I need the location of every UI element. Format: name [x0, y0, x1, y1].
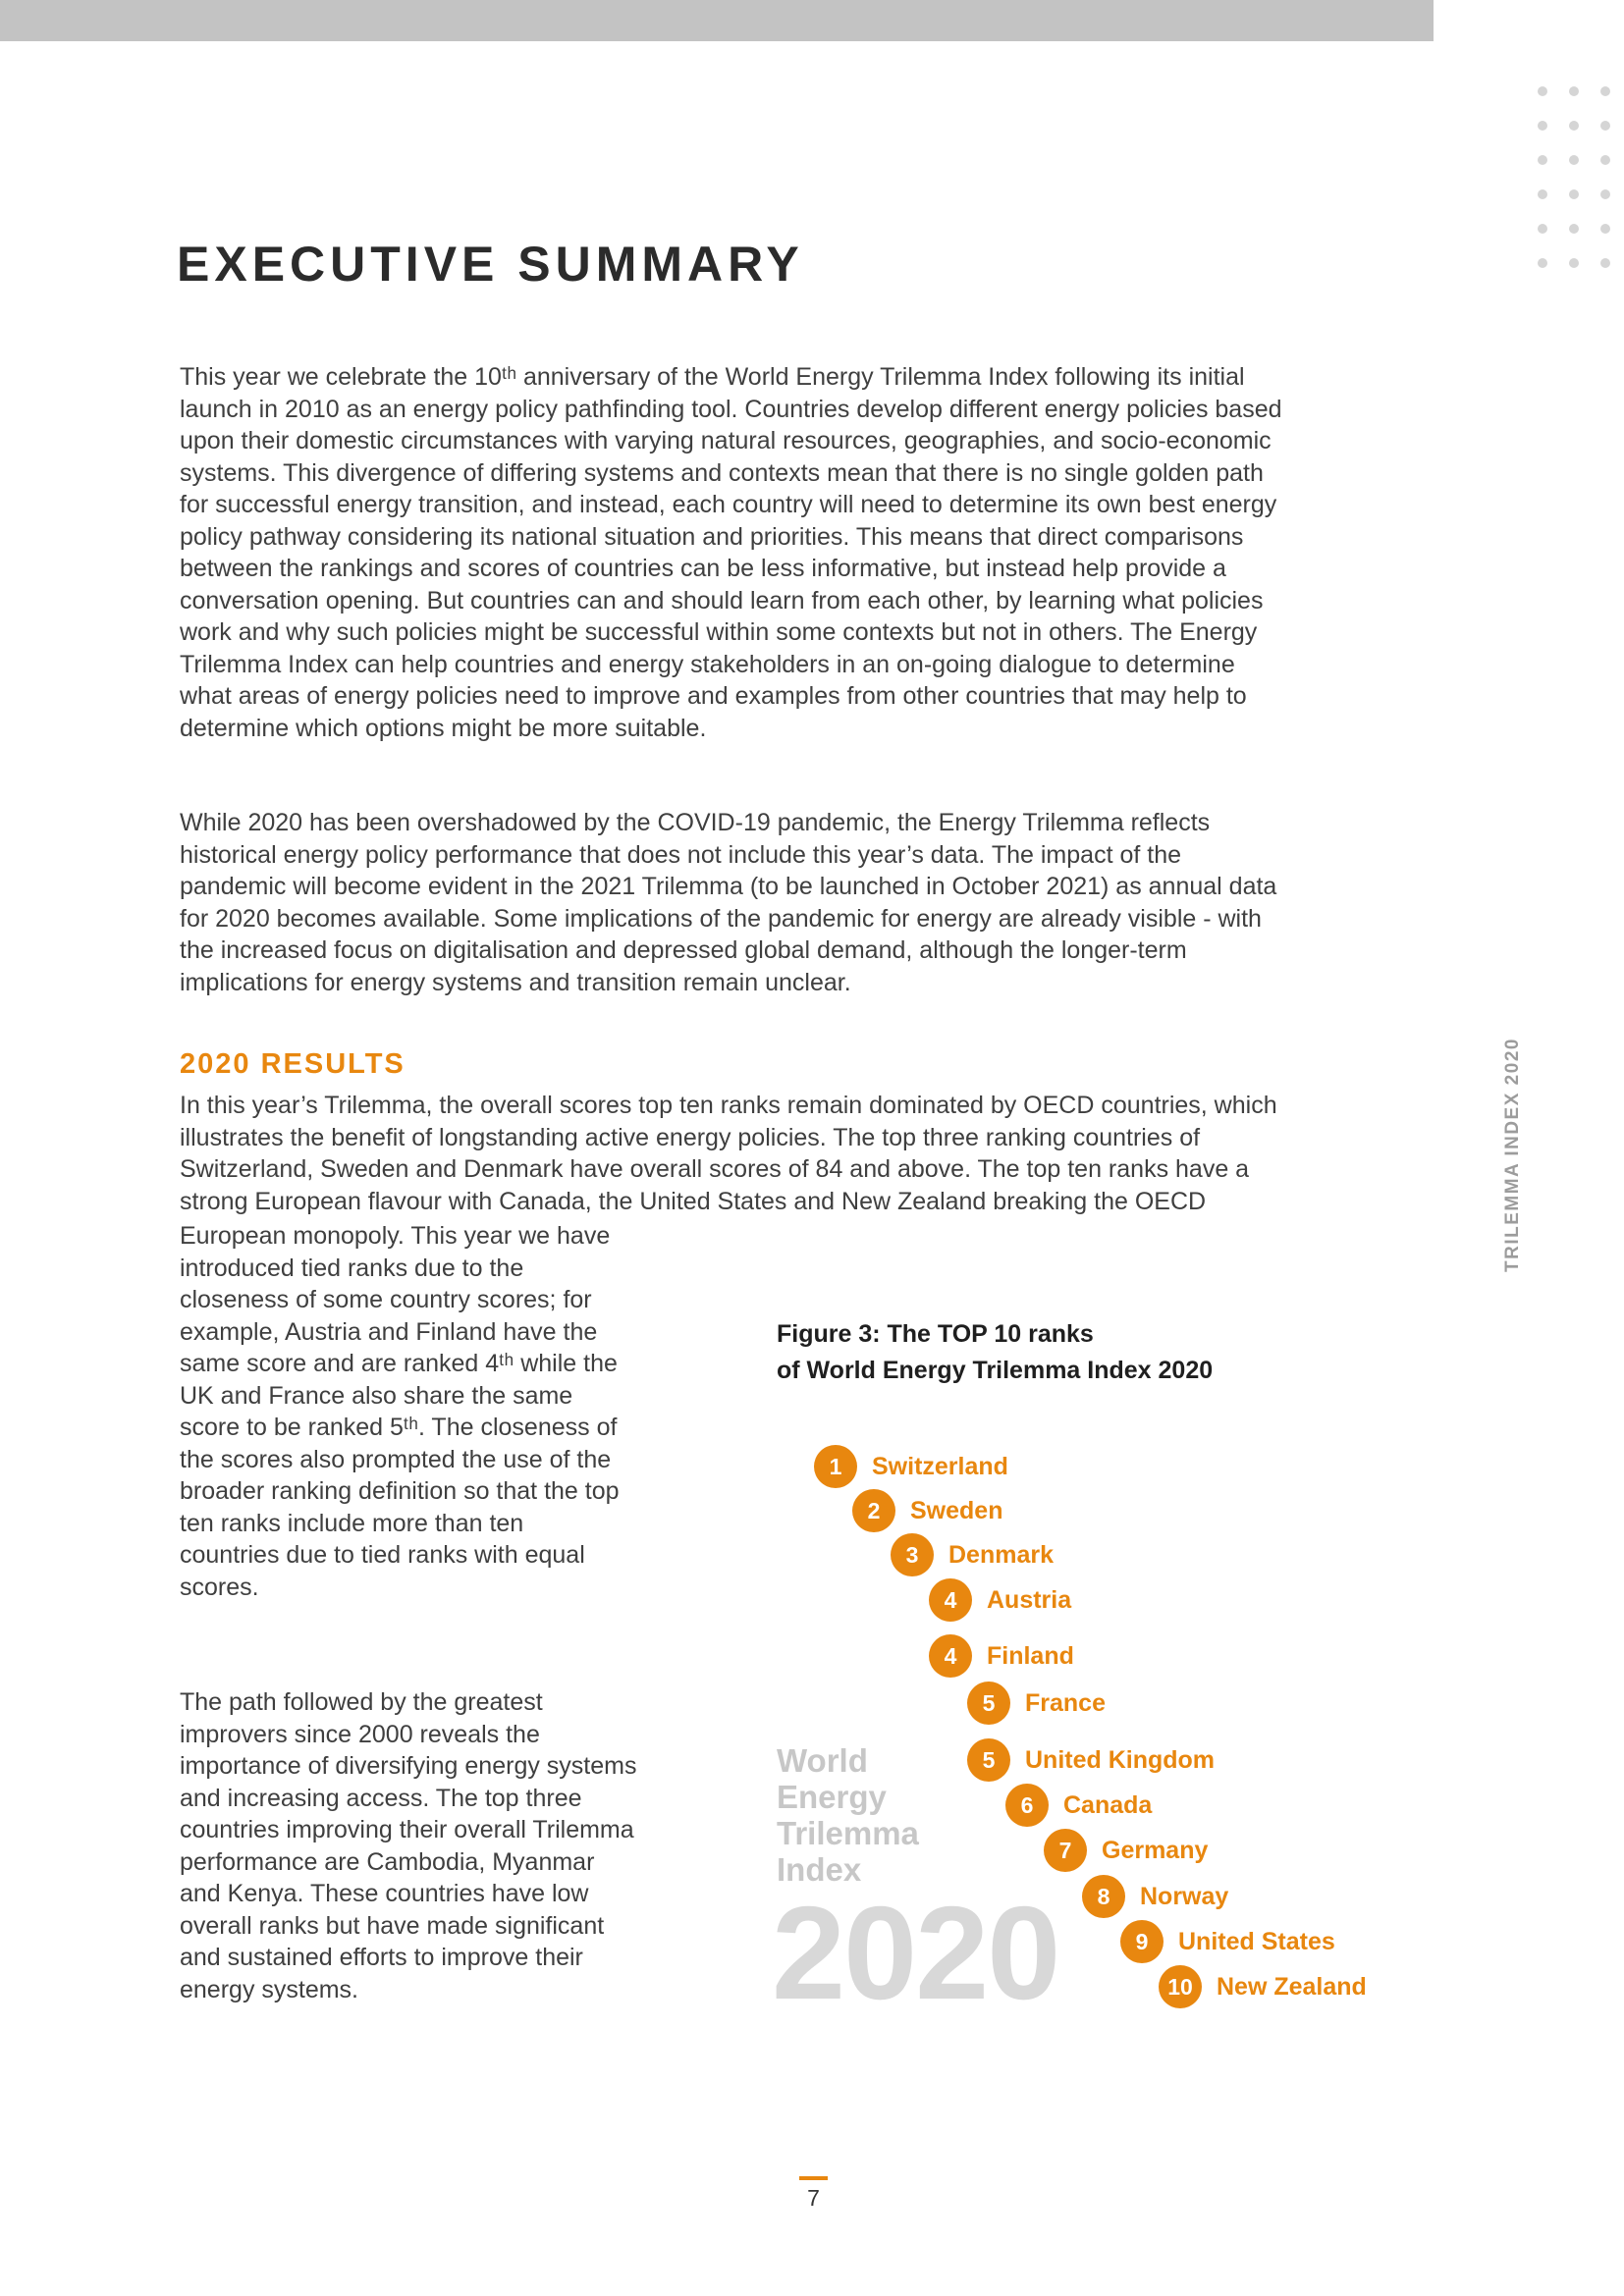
- rank-badge: 8: [1082, 1875, 1125, 1918]
- dot-icon: [1538, 121, 1547, 131]
- rank-country-label: Switzerland: [872, 1453, 1008, 1480]
- intro-paragraph-2: While 2020 has been overshadowed by the COVID-19 pandemic, the Energy Trilemma reflects historical energy policy performance that does not include this year’s data. The impact of the pandemic will become evident in the 2021 Trilemma (to be launched in October 2021) as annual data for 2020 becomes available. Some implications of the pandemic for energy are already visible - with the increased focus on digitalisation and depressed global demand, although the longer-term implications for energy systems and transition remain unclear.: [180, 809, 1277, 996]
- rank-country-label: United States: [1178, 1928, 1335, 1955]
- dot-icon: [1569, 224, 1579, 234]
- side-vertical-label: TRILEMMA INDEX 2020: [1502, 1038, 1523, 1272]
- page-title: EXECUTIVE SUMMARY: [177, 237, 804, 292]
- watermark-line: Index: [777, 1851, 862, 1888]
- dot-icon: [1600, 155, 1610, 165]
- dot-icon: [1569, 155, 1579, 165]
- page-number: 7: [807, 2185, 820, 2211]
- rank-badge: 3: [891, 1533, 934, 1576]
- dot-icon: [1600, 121, 1610, 131]
- rank-country-label: Denmark: [948, 1541, 1054, 1569]
- dot-icon: [1569, 189, 1579, 199]
- dot-icon: [1538, 189, 1547, 199]
- rank-badge: 4: [929, 1634, 972, 1678]
- figure-caption: [777, 1316, 1213, 1389]
- dot-icon: [1600, 224, 1610, 234]
- dot-icon: [1538, 86, 1547, 96]
- rank-badge: 4: [929, 1578, 972, 1622]
- footer-rule-decoration: [799, 2176, 828, 2180]
- results-heading: 2020 RESULTS: [180, 1048, 406, 1080]
- improvers-paragraph: The path followed by the greatest improvers since 2000 reveals the importance of diversifying energy systems and increasing access. The top three countries improving their overall Trilemma performance are Cambodia, Myanmar and Kenya. These countries have low overall ranks but have made significant and sustained efforts to improve their energy systems.: [180, 1688, 637, 2003]
- watermark-year: 2020: [772, 1879, 1059, 2027]
- dot-icon: [1538, 258, 1547, 268]
- dot-icon: [1600, 189, 1610, 199]
- rank-badge: 10: [1159, 1965, 1202, 2008]
- results-paragraph-full-width: In this year’s Trilemma, the overall scores top ten ranks remain dominated by OECD countries, which illustrates the benefit of longstanding active energy policies. The top three ranking countries of Switzerland, Sweden and Denmark have overall scores of 84 and above. The top ten ranks have a strong European flavour with Canada, the United States and New Zealand breaking the OECD: [180, 1092, 1277, 1215]
- dot-icon: [1569, 86, 1579, 96]
- rank-badge: 5: [967, 1738, 1010, 1782]
- watermark-line: Energy: [777, 1779, 887, 1815]
- rank-country-label: Norway: [1140, 1883, 1229, 1910]
- rank-badge: 7: [1044, 1829, 1087, 1872]
- dot-icon: [1538, 224, 1547, 234]
- dot-icon: [1569, 121, 1579, 131]
- rank-country-label: Sweden: [910, 1497, 1003, 1524]
- dot-icon: [1538, 155, 1547, 165]
- rank-badge: 2: [852, 1489, 895, 1532]
- intro-paragraph-1: This year we celebrate the 10ᵗʰ anniversary of the World Energy Trilemma Index following its initial launch in 2010 as an energy policy pathfinding tool. Countries develop different energy policies based upon their domestic circumstances with varying natural resources, geographies, and socio-economic systems. This divergence of differing systems and contexts mean that there is no single golden path for successful energy transition, and instead, each country will need to determine its own best energy policy pathway considering its national situation and priorities. This means that direct comparisons between the rankings and scores of countries can be less informative, but instead help provide a conversation opening. But countries can and should learn from each other, by learning what policies work and why such policies might be successful within some contexts but not in others. The Energy Trilemma Index can help countries and energy stakeholders in an on-going dialogue to determine what areas of energy policies need to improve and examples from other countries that may help to determine which options might be more suitable.: [180, 363, 1282, 742]
- rank-country-label: France: [1025, 1689, 1106, 1717]
- dot-icon: [1569, 258, 1579, 268]
- rank-badge: 9: [1120, 1920, 1164, 1963]
- rank-country-label: Canada: [1063, 1791, 1153, 1819]
- rank-badge: 5: [967, 1682, 1010, 1725]
- watermark-line: Trilemma: [777, 1815, 919, 1851]
- dot-icon: [1600, 86, 1610, 96]
- rank-country-label: New Zealand: [1217, 1973, 1367, 2001]
- figure-caption-line-1: Figure 3: The TOP 10 ranks: [777, 1320, 1094, 1348]
- rank-badge: 6: [1005, 1784, 1049, 1827]
- rank-country-label: United Kingdom: [1025, 1746, 1216, 1774]
- dot-icon: [1600, 258, 1610, 268]
- rank-country-label: Germany: [1102, 1837, 1209, 1864]
- rank-badge: 1: [814, 1445, 857, 1488]
- rank-country-label: Austria: [987, 1586, 1072, 1614]
- top-bar-decoration: [0, 0, 1434, 41]
- results-paragraph-narrow-column: European monopoly. This year we have introduced tied ranks due to the closeness of some country scores; for example, Austria and Finland have the same score and are ranked 4ᵗʰ while the UK and France also share the same score to be ranked 5ᵗʰ. The closeness of the scores also prompted the use of the broader ranking definition so that the top ten ranks include more than ten countries due to tied ranks with equal scores.: [180, 1222, 620, 1601]
- rank-country-label: Finland: [987, 1642, 1074, 1670]
- watermark-text: [777, 1742, 919, 1888]
- watermark-line: World: [777, 1742, 868, 1779]
- figure-caption-line-2: of World Energy Trilemma Index 2020: [777, 1357, 1214, 1384]
